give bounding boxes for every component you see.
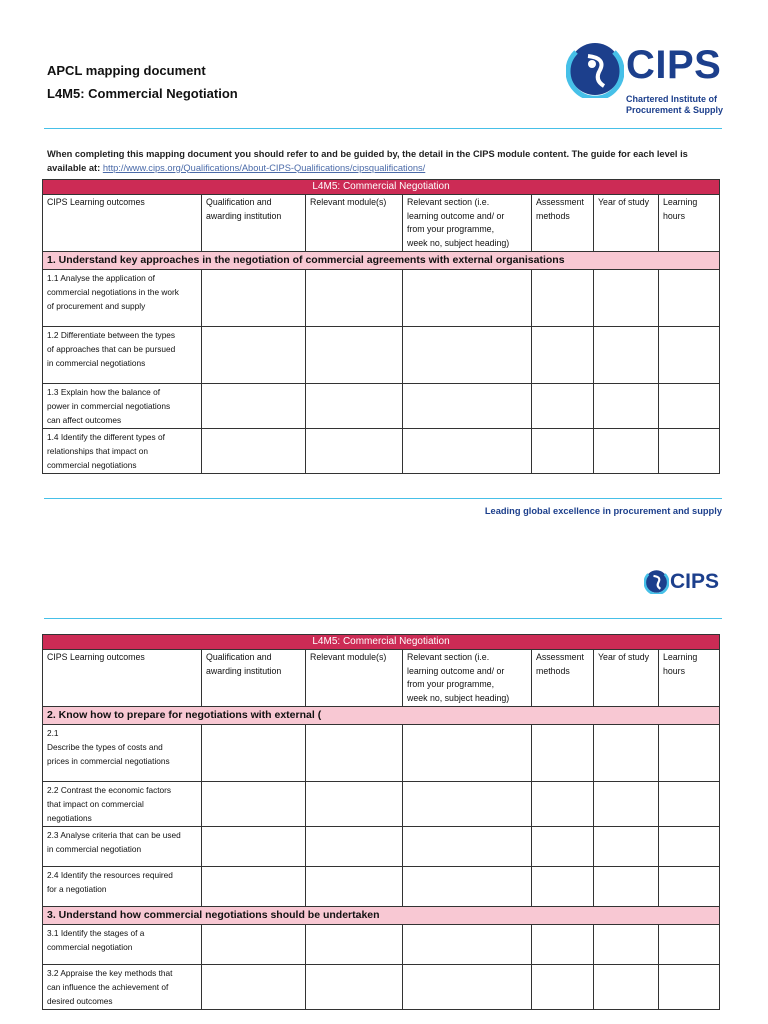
table-row [43, 327, 720, 384]
entry-cell[interactable] [403, 827, 532, 867]
section-heading: 3. Understand how commercial negotiations should be undertaken [43, 907, 720, 925]
entry-cell[interactable] [403, 384, 532, 429]
table-row [43, 384, 720, 429]
entry-cell[interactable] [659, 867, 720, 907]
learning-outcome-cell [43, 827, 202, 867]
column-header [532, 650, 594, 707]
entry-cell[interactable] [532, 429, 594, 474]
cips-globe-icon [566, 40, 624, 98]
learning-outcome-line: 2.3 Analyse criteria that can be used [47, 830, 181, 840]
entry-cell[interactable] [532, 867, 594, 907]
entry-cell[interactable] [306, 965, 403, 1010]
learning-outcome-cell [43, 965, 202, 1010]
learning-outcome-line: 1.3 Explain how the balance of [47, 387, 161, 397]
entry-cell[interactable] [202, 925, 306, 965]
column-header [202, 195, 306, 252]
entry-cell[interactable] [403, 270, 532, 327]
entry-cell[interactable] [306, 327, 403, 384]
entry-cell[interactable] [659, 327, 720, 384]
learning-outcome-cell [43, 327, 202, 384]
entry-cell[interactable] [594, 782, 659, 827]
column-header-line: Relevant section (i.e. [407, 197, 490, 207]
learning-outcome-cell [43, 867, 202, 907]
logo-wordmark-small: CIPS [670, 570, 720, 593]
learning-outcome-line: 2.4 Identify the resources required [47, 870, 173, 880]
entry-cell[interactable] [594, 270, 659, 327]
column-header [594, 195, 659, 252]
learning-outcome-line: in commercial negotiation [47, 844, 142, 854]
cips-logo-small [644, 568, 724, 598]
entry-cell[interactable] [659, 725, 720, 782]
entry-cell[interactable] [532, 782, 594, 827]
entry-cell[interactable] [306, 782, 403, 827]
entry-cell[interactable] [659, 827, 720, 867]
table-header-row [43, 650, 720, 707]
learning-outcome-line: commercial negotiation [47, 942, 133, 952]
column-header-line: Year of study [598, 197, 650, 207]
entry-cell[interactable] [306, 725, 403, 782]
learning-outcome-cell [43, 270, 202, 327]
entry-cell[interactable] [403, 725, 532, 782]
learning-outcome-cell [43, 384, 202, 429]
column-header-line: from your programme, [407, 679, 495, 689]
footer-rule [44, 498, 722, 499]
column-header [403, 650, 532, 707]
entry-cell[interactable] [306, 867, 403, 907]
entry-cell[interactable] [403, 782, 532, 827]
column-header-line: methods [536, 210, 570, 221]
learning-outcome-line: can influence the achievement of [47, 982, 169, 992]
column-header-line: methods [536, 665, 570, 676]
entry-cell[interactable] [202, 384, 306, 429]
table-title: L4M5: Commercial Negotiation [43, 635, 720, 650]
section-row [43, 907, 720, 925]
entry-cell[interactable] [403, 429, 532, 474]
table-row [43, 270, 720, 327]
entry-cell[interactable] [532, 925, 594, 965]
entry-cell[interactable] [306, 384, 403, 429]
entry-cell[interactable] [403, 925, 532, 965]
learning-outcome-line: prices in commercial negotiations [47, 756, 170, 766]
learning-outcome-line: 3.1 Identify the stages of a [47, 928, 145, 938]
column-header-line: Qualification and [206, 197, 272, 207]
table-row [43, 827, 720, 867]
learning-outcome-line: can affect outcomes [47, 415, 122, 425]
entry-cell[interactable] [594, 384, 659, 429]
column-header-line: week no, subject heading) [407, 692, 510, 703]
cips-globe-icon [644, 569, 669, 594]
column-header-line: awarding institution [206, 665, 282, 676]
entry-cell[interactable] [659, 965, 720, 1010]
column-header-line: learning outcome and/ or [407, 665, 505, 676]
learning-outcome-line: in commercial negotiations [47, 358, 146, 368]
column-header [659, 195, 720, 252]
learning-outcome-cell [43, 925, 202, 965]
table-title: L4M5: Commercial Negotiation [43, 180, 720, 195]
section-row [43, 707, 720, 725]
table-title-row [43, 180, 720, 195]
learning-outcome-line: commercial negotiations [47, 460, 137, 470]
entry-cell[interactable] [594, 827, 659, 867]
learning-outcome-line: 3.2 Appraise the key methods that [47, 968, 173, 978]
section-heading: 1. Understand key approaches in the negotiation of commercial agreements with external organisations [43, 252, 720, 270]
entry-cell[interactable] [594, 965, 659, 1010]
learning-outcome-line: 1.1 Analyse the application of [47, 273, 155, 283]
table-row [43, 429, 720, 474]
page2-header-rule [44, 618, 722, 619]
section-heading: 2. Know how to prepare for negotiations with external ( [43, 707, 720, 725]
entry-cell[interactable] [532, 384, 594, 429]
entry-cell[interactable] [202, 725, 306, 782]
column-header-line: learning outcome and/ or [407, 210, 505, 221]
logo-subtitle-line2: Procurement & Supply [626, 105, 724, 115]
column-header-line: Relevant section (i.e. [407, 652, 490, 662]
learning-outcome-line: for a negotiation [47, 884, 107, 894]
cips-logo [566, 38, 724, 120]
entry-cell[interactable] [532, 725, 594, 782]
column-header [306, 650, 403, 707]
entry-cell[interactable] [403, 965, 532, 1010]
column-header [594, 650, 659, 707]
learning-outcome-line: of approaches that can be pursued [47, 344, 176, 354]
learning-outcome-line: that impact on commercial [47, 799, 144, 809]
column-header-line: Relevant module(s) [310, 652, 387, 662]
intro-paragraph [47, 148, 723, 175]
column-header-line: Qualification and [206, 652, 272, 662]
document-title: APCL mapping document [47, 63, 206, 78]
column-header-line: CIPS Learning outcomes [47, 652, 145, 662]
entry-cell[interactable] [532, 827, 594, 867]
entry-cell[interactable] [403, 327, 532, 384]
column-header-line: Learning [663, 197, 698, 207]
column-header-line: hours [663, 665, 686, 676]
entry-cell[interactable] [659, 270, 720, 327]
learning-outcome-cell [43, 725, 202, 782]
column-header-line: Learning [663, 652, 698, 662]
learning-outcome-line: of procurement and supply [47, 301, 146, 311]
entry-cell[interactable] [594, 867, 659, 907]
column-header-line: hours [663, 210, 686, 221]
table-title-row [43, 635, 720, 650]
column-header-line: Relevant module(s) [310, 197, 387, 207]
document-subtitle: L4M5: Commercial Negotiation [47, 86, 238, 101]
entry-cell[interactable] [202, 867, 306, 907]
header-rule [44, 128, 722, 129]
guide-link[interactable]: http://www.cips.org/Qualifications/About-CIPS-Qualifications/cipsqualifications/ [102, 162, 426, 173]
entry-cell[interactable] [532, 965, 594, 1010]
learning-outcome-line: Describe the types of costs and [47, 742, 163, 752]
entry-cell[interactable] [202, 327, 306, 384]
table-row [43, 925, 720, 965]
learning-outcome-line: relationships that impact on [47, 446, 149, 456]
table-row [43, 725, 720, 782]
learning-outcome-line: 1.2 Differentiate between the types [47, 330, 176, 340]
column-header-line: awarding institution [206, 210, 282, 221]
entry-cell[interactable] [202, 429, 306, 474]
learning-outcome-cell [43, 782, 202, 827]
entry-cell[interactable] [594, 925, 659, 965]
entry-cell[interactable] [306, 270, 403, 327]
column-header [403, 195, 532, 252]
entry-cell[interactable] [202, 827, 306, 867]
column-header-line: Assessment [536, 652, 584, 662]
entry-cell[interactable] [202, 782, 306, 827]
entry-cell[interactable] [403, 867, 532, 907]
column-header [43, 650, 202, 707]
column-header-line: Assessment [536, 197, 584, 207]
table-row [43, 867, 720, 907]
table-header-row [43, 195, 720, 252]
entry-cell[interactable] [532, 270, 594, 327]
column-header [202, 650, 306, 707]
learning-outcome-line: 2.1 [47, 728, 59, 738]
entry-cell[interactable] [659, 782, 720, 827]
learning-outcome-line: negotiations [47, 813, 92, 823]
logo-subtitle-line1: Chartered Institute of [626, 94, 718, 104]
section-row [43, 252, 720, 270]
entry-cell[interactable] [306, 827, 403, 867]
intro-text: When completing this mapping document you should refer to and be guided by, the detail in the CIPS module content. The guide for each level is available at: [47, 149, 688, 173]
mapping-table-page1 [42, 179, 720, 474]
column-header-line: CIPS Learning outcomes [47, 197, 145, 207]
entry-cell[interactable] [594, 429, 659, 474]
learning-outcome-line: 1.4 Identify the different types of [47, 432, 165, 442]
entry-cell[interactable] [594, 725, 659, 782]
column-header-line: week no, subject heading) [407, 237, 510, 248]
logo-subtitle [626, 94, 723, 116]
entry-cell[interactable] [659, 429, 720, 474]
learning-outcome-line: commercial negotiations in the work [47, 287, 179, 297]
footer-tagline: Leading global excellence in procurement and supply [484, 506, 722, 516]
table-row [43, 782, 720, 827]
column-header [659, 650, 720, 707]
entry-cell[interactable] [532, 327, 594, 384]
entry-cell[interactable] [202, 270, 306, 327]
column-header [532, 195, 594, 252]
entry-cell[interactable] [306, 429, 403, 474]
entry-cell[interactable] [659, 925, 720, 965]
column-header [306, 195, 403, 252]
entry-cell[interactable] [202, 965, 306, 1010]
entry-cell[interactable] [594, 327, 659, 384]
column-header-line: Year of study [598, 652, 650, 662]
learning-outcome-cell [43, 429, 202, 474]
entry-cell[interactable] [659, 384, 720, 429]
table-row [43, 965, 720, 1010]
column-header [43, 195, 202, 252]
learning-outcome-line: 2.2 Contrast the economic factors [47, 785, 172, 795]
learning-outcome-line: power in commercial negotiations [47, 401, 171, 411]
entry-cell[interactable] [306, 925, 403, 965]
column-header-line: from your programme, [407, 224, 495, 234]
logo-wordmark: CIPS [626, 43, 722, 87]
learning-outcome-line: desired outcomes [47, 996, 113, 1006]
mapping-table-page2 [42, 634, 720, 1010]
